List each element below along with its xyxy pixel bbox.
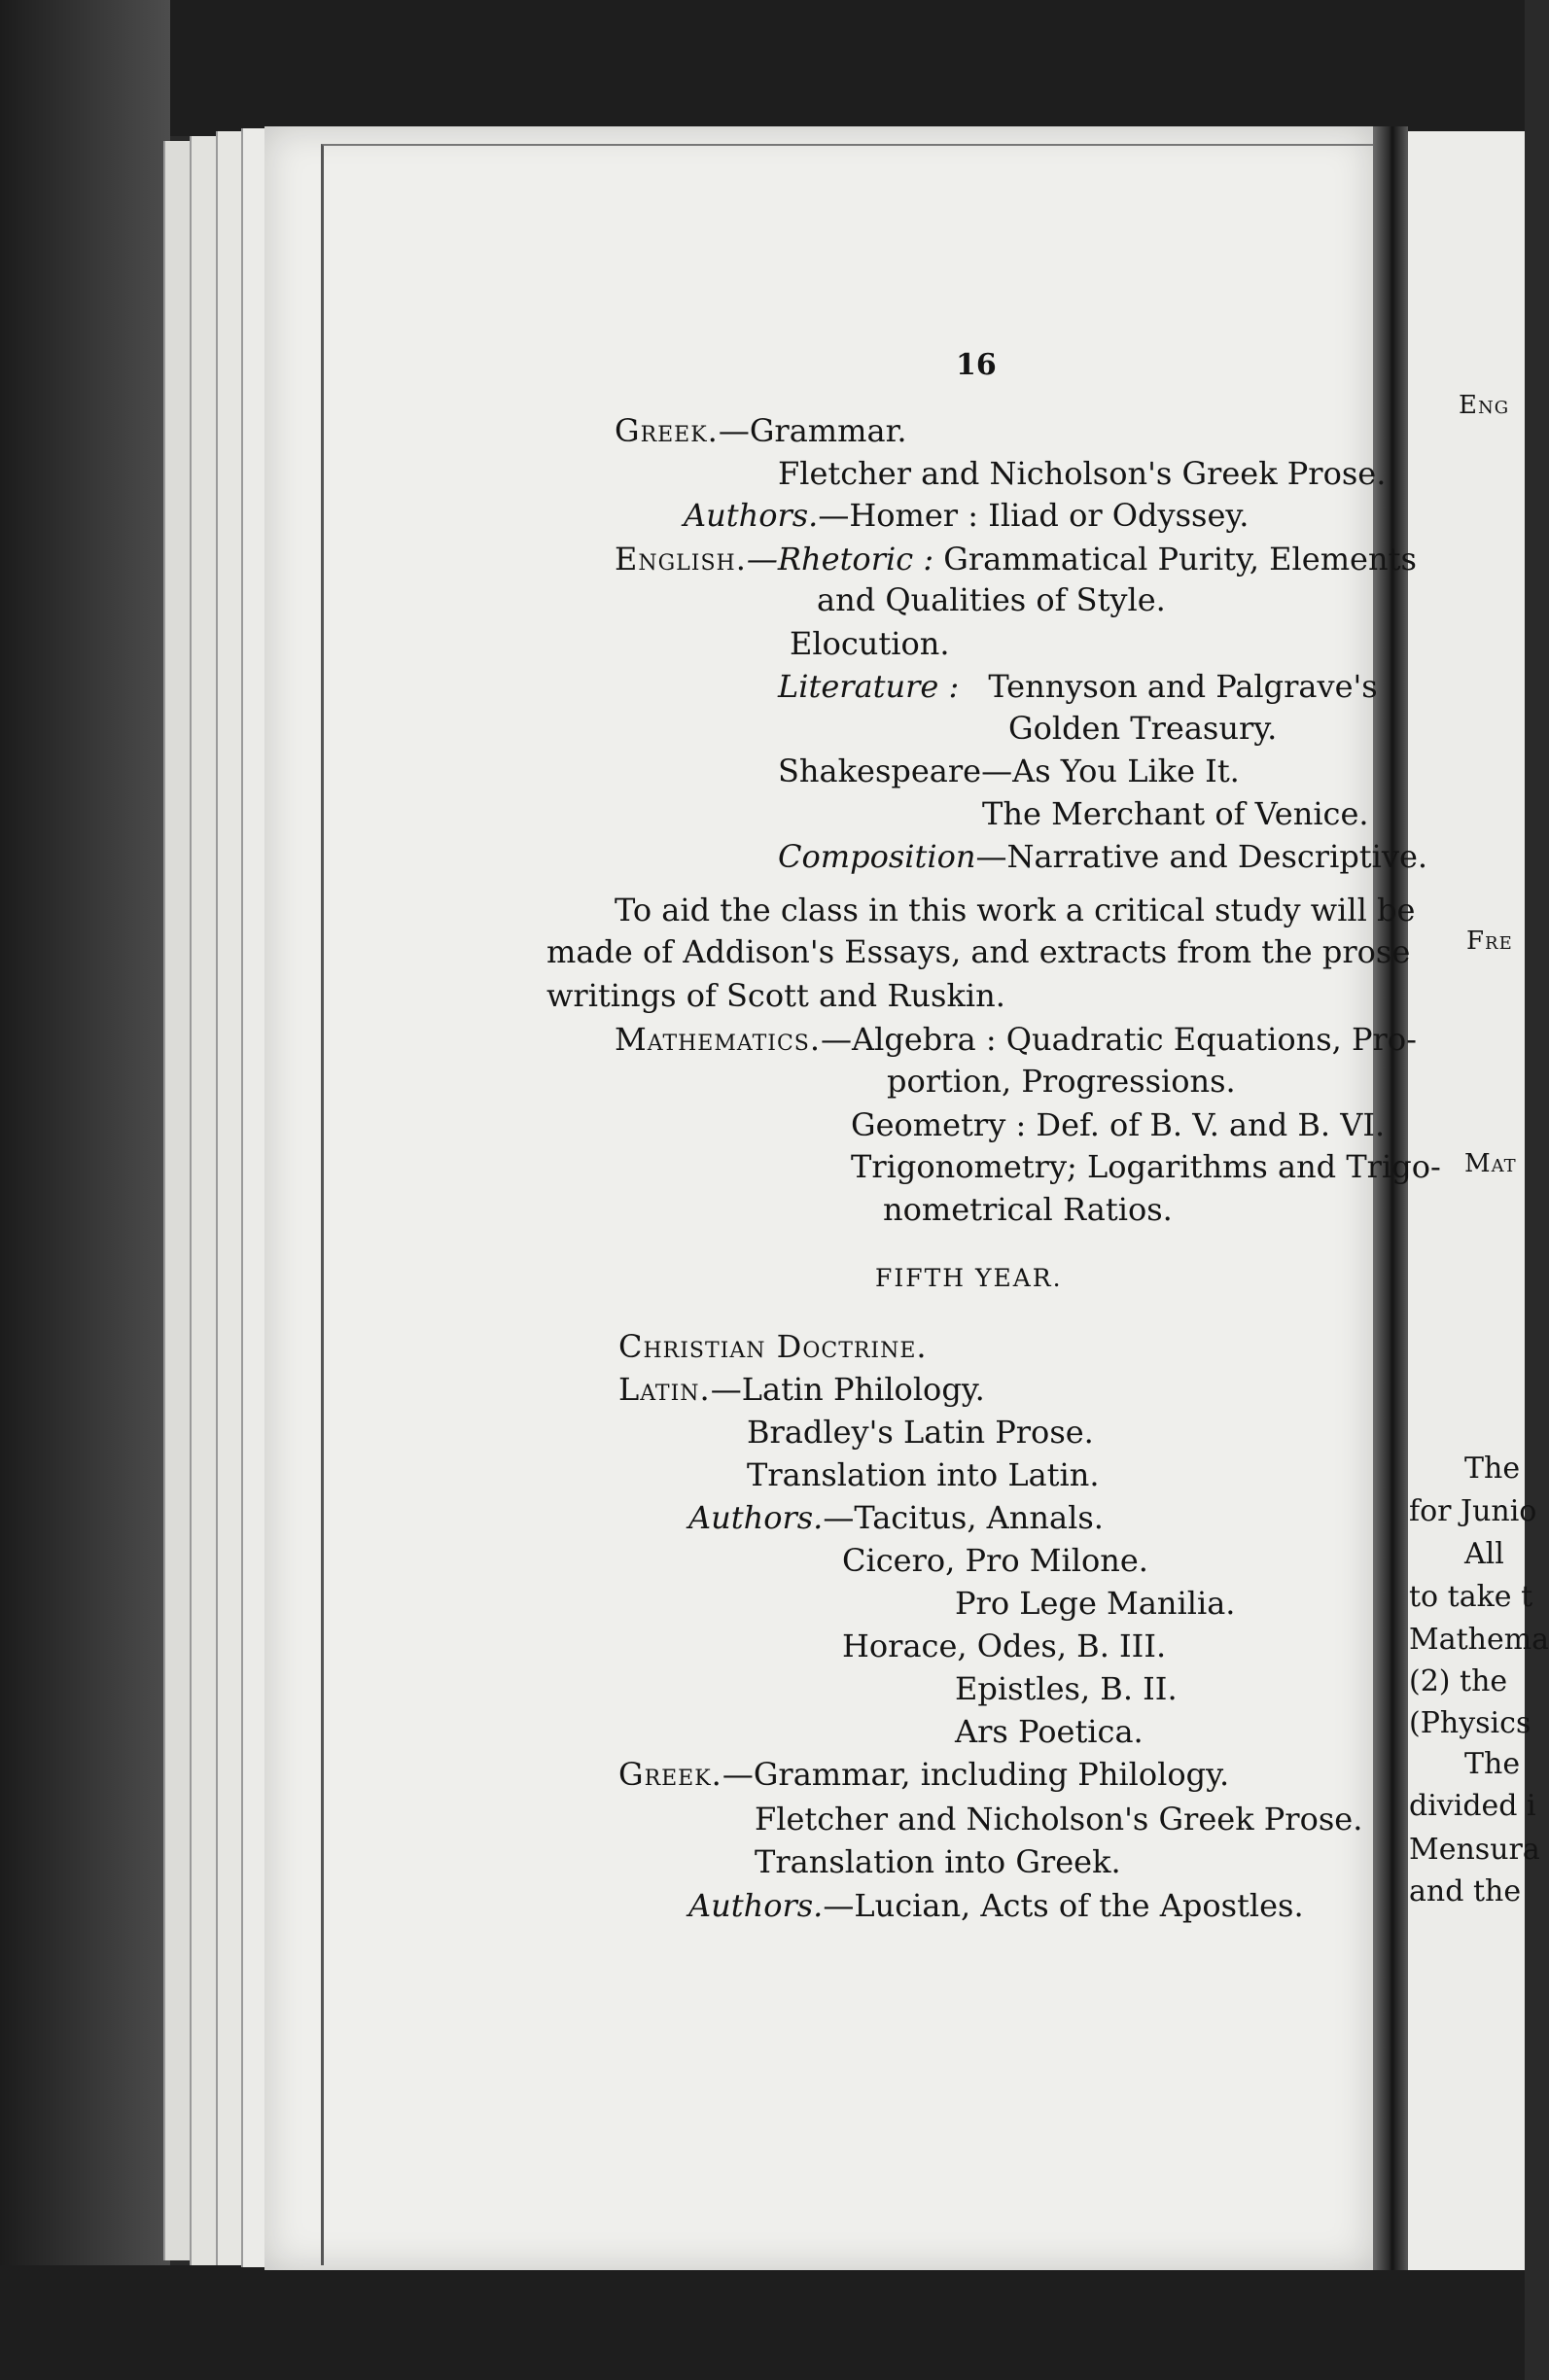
greek5-label: Greek. [618, 1756, 722, 1793]
greek5-grammar: —Grammar, including Philology. [722, 1756, 1230, 1793]
composition-text: —Narrative and Descriptive. [975, 838, 1428, 875]
composition-label: Composition [778, 838, 976, 875]
horace-line: Horace, Odes, B. III. [842, 1628, 1167, 1664]
greek5-authors-line [688, 1886, 1304, 1925]
elocution: Elocution. [790, 625, 950, 662]
facing-line: for Junio [1409, 1494, 1537, 1528]
latin-philology-line [618, 1370, 985, 1409]
latin-label: Latin. [618, 1371, 711, 1408]
latin-translation-line: Translation into Latin. [747, 1456, 1100, 1493]
facing-line: The [1464, 1452, 1521, 1486]
greek-heading-line [615, 411, 907, 450]
greek-authors-line [684, 496, 1249, 535]
literature-continuation: Golden Treasury. [1008, 710, 1278, 747]
fifth-year-heading: FIFTH YEAR. [875, 1264, 1063, 1292]
authors-label: Authors. [684, 497, 819, 534]
merchant-line: The Merchant of Venice. [982, 795, 1369, 832]
facing-line: divided i [1409, 1789, 1536, 1823]
greek-dash: — [718, 412, 750, 449]
english-rhetoric-line [615, 540, 1417, 578]
algebra-continuation: portion, Progressions. [887, 1063, 1236, 1100]
latin-philology: —Latin Philology. [710, 1371, 985, 1408]
background-top [0, 0, 1525, 136]
composition-line [778, 837, 1427, 876]
facing-line: Mensura [1409, 1833, 1540, 1867]
greek5-grammar-line [618, 1755, 1229, 1794]
greek5-prose-line: Fletcher and Nicholson's Greek Prose. [755, 1801, 1363, 1838]
mathematics-algebra-line [615, 1020, 1417, 1059]
facing-mat: Mat [1464, 1149, 1517, 1178]
ars-poetica-line: Ars Poetica. [955, 1713, 1144, 1750]
epistles-line: Epistles, B. II. [955, 1670, 1178, 1707]
trigonometry-continuation: nometrical Ratios. [883, 1191, 1173, 1228]
greek-label: Greek. [615, 412, 719, 449]
literature-line [778, 667, 1378, 706]
authors-text: —Tacitus, Annals. [823, 1499, 1104, 1536]
english-label: English. [615, 541, 747, 578]
christian-doctrine: Christian Doctrine. [618, 1328, 928, 1365]
rhetoric-continuation: and Qualities of Style. [817, 581, 1166, 618]
paragraph-line-3: writings of Scott and Ruskin. [546, 977, 1005, 1014]
authors-text: —Lucian, Acts of the Apostles. [823, 1887, 1304, 1924]
mathematics-label: Mathematics. [615, 1021, 822, 1058]
book-gutter [1373, 126, 1408, 2270]
facing-line: (2) the [1409, 1664, 1508, 1698]
paragraph-line-2: made of Addison's Essays, and extracts from the prose [546, 933, 1411, 970]
shakespeare-line: Shakespeare—As You Like It. [778, 752, 1240, 789]
background-bottom [0, 2265, 1525, 2380]
rhetoric-text: Grammatical Purity, Elements [933, 541, 1417, 578]
facing-line: All [1464, 1537, 1504, 1571]
authors-label: Authors. [688, 1499, 824, 1536]
facing-line: The [1464, 1747, 1521, 1781]
paragraph-line-1: To aid the class in this work a critical study will be [615, 892, 1416, 928]
page-number: 16 [956, 348, 997, 382]
geometry-line: Geometry : Def. of B. V. and B. VI. [851, 1106, 1386, 1143]
latin-prose-line: Bradley's Latin Prose. [747, 1414, 1094, 1451]
background-left [0, 0, 170, 2380]
authors-text: —Homer : Iliad or Odyssey. [818, 497, 1250, 534]
authors-label: Authors. [688, 1887, 824, 1924]
greek5-translation-line: Translation into Greek. [755, 1843, 1121, 1880]
greek-prose-line: Fletcher and Nicholson's Greek Prose. [778, 455, 1387, 492]
facing-eng: Eng [1459, 391, 1510, 420]
literature-label: Literature : [778, 668, 960, 705]
facing-line: and the [1409, 1874, 1522, 1908]
pro-lege-line: Pro Lege Manilia. [955, 1585, 1236, 1622]
facing-fre: Fre [1466, 927, 1513, 956]
rhetoric-label: —Rhetoric : [746, 541, 934, 578]
latin-authors-line [688, 1498, 1104, 1537]
trigonometry-line: Trigonometry; Logarithms and Trigo- [851, 1148, 1441, 1185]
facing-line: to take t [1409, 1580, 1533, 1614]
facing-line: Mathema [1409, 1623, 1549, 1657]
algebra-text: —Algebra : Quadratic Equations, Pro- [821, 1021, 1417, 1058]
greek-grammar: Grammar. [749, 412, 907, 449]
cicero-line: Cicero, Pro Milone. [842, 1542, 1148, 1579]
facing-line: (Physics [1409, 1706, 1531, 1740]
facing-page [1408, 131, 1525, 2270]
literature-text: Tennyson and Palgrave's [988, 668, 1378, 705]
